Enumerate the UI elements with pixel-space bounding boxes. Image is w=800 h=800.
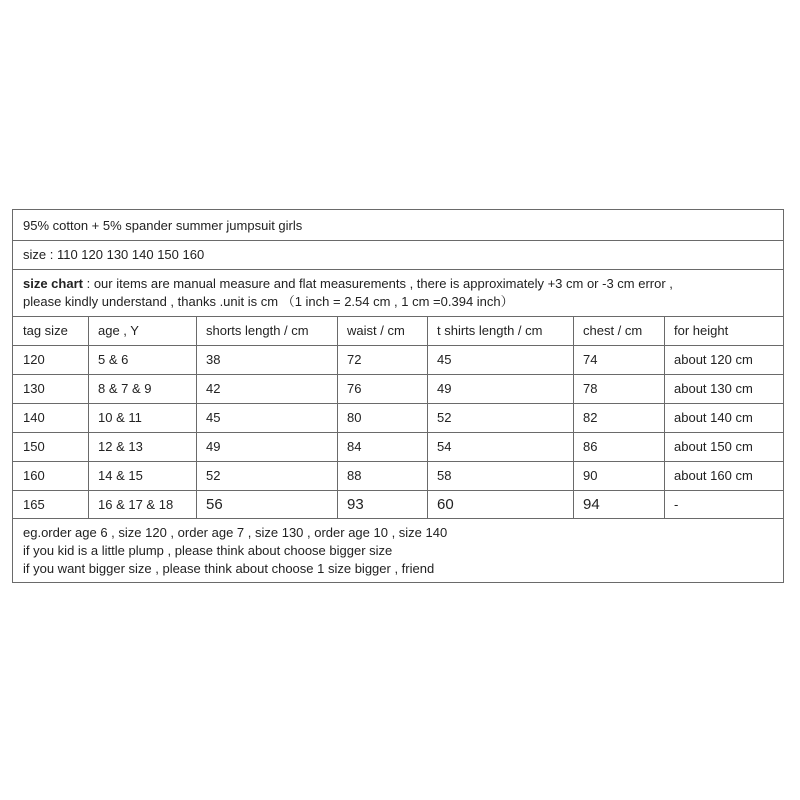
table-column-divider (664, 316, 665, 519)
table-cell: about 120 cm (674, 352, 753, 367)
table-cell: about 150 cm (674, 439, 753, 454)
table-cell: 94 (583, 496, 600, 513)
table-header-cell: chest / cm (583, 323, 643, 338)
table-cell: 49 (206, 439, 221, 454)
divider (13, 316, 783, 317)
table-cell: 8 & 7 & 9 (98, 381, 152, 396)
table-cell: 56 (206, 496, 223, 513)
note-line: eg.order age 6 , size 120 , order age 7 , size 130 , order age 10 , size 140 (23, 525, 448, 540)
table-cell: 38 (206, 352, 221, 367)
size-chart-sheet (12, 209, 784, 583)
table-cell: about 130 cm (674, 381, 753, 396)
divider (13, 518, 783, 519)
note-line: if you kid is a little plump , please think about choose bigger size (23, 543, 393, 558)
size-chart-note-line1 (23, 275, 673, 293)
table-cell: 88 (347, 468, 362, 483)
table-cell: 165 (23, 497, 45, 512)
table-row-divider (13, 432, 783, 433)
table-cell: 84 (347, 439, 362, 454)
table-header-cell: for height (674, 323, 729, 338)
table-cell: 78 (583, 381, 598, 396)
table-cell: 5 & 6 (98, 352, 129, 367)
table-cell: 90 (583, 468, 598, 483)
table-column-divider (337, 316, 338, 519)
table-header-cell: tag size (23, 323, 68, 338)
table-cell: 42 (206, 381, 221, 396)
table-header-cell: age , Y (98, 323, 139, 338)
table-column-divider (88, 316, 89, 519)
table-cell: 80 (347, 410, 362, 425)
table-header-cell: t shirts length / cm (437, 323, 543, 338)
table-column-divider (573, 316, 574, 519)
table-cell: 14 & 15 (98, 468, 143, 483)
table-header-cell: shorts length / cm (206, 323, 309, 338)
table-cell: 93 (347, 496, 364, 513)
table-cell: 160 (23, 468, 45, 483)
table-cell: 140 (23, 410, 45, 425)
table-cell: 54 (437, 439, 452, 454)
divider (13, 240, 783, 241)
table-column-divider (427, 316, 428, 519)
table-cell: 120 (23, 352, 45, 367)
table-cell: 76 (347, 381, 362, 396)
table-cell: 82 (583, 410, 598, 425)
available-sizes: size : 110 120 130 140 150 160 (23, 247, 205, 262)
table-cell: 52 (437, 410, 452, 425)
table-cell: about 140 cm (674, 410, 753, 425)
table-cell: 130 (23, 381, 45, 396)
table-cell: 72 (347, 352, 362, 367)
table-cell: 10 & 11 (98, 410, 142, 425)
table-cell: 86 (583, 439, 598, 454)
size-chart-label: size chart (23, 276, 83, 291)
table-row-divider (13, 403, 783, 404)
table-row-divider (13, 374, 783, 375)
table-cell: 58 (437, 468, 452, 483)
table-cell: 49 (437, 381, 452, 396)
table-cell: 74 (583, 352, 598, 367)
table-row-divider (13, 461, 783, 462)
note-line: if you want bigger size , please think about choose 1 size bigger , friend (23, 561, 435, 576)
table-row-divider (13, 345, 783, 346)
table-cell: about 160 cm (674, 468, 753, 483)
table-cell: 12 & 13 (98, 439, 143, 454)
size-chart-note-text: : our items are manual measure and flat measurements , there is approximately +3 cm or -3 cm error , (82, 276, 673, 291)
table-cell: 150 (23, 439, 45, 454)
table-cell: 16 & 17 & 18 (98, 497, 174, 512)
table-cell: 60 (437, 496, 454, 513)
table-cell: 45 (206, 410, 221, 425)
table-cell: - (674, 497, 679, 512)
table-cell: 52 (206, 468, 221, 483)
table-column-divider (196, 316, 197, 519)
table-row-divider (13, 490, 783, 491)
product-description: 95% cotton + 5% spander summer jumpsuit girls (23, 218, 303, 233)
size-chart-note-line2: please kindly understand , thanks .unit is cm （1 inch = 2.54 cm , 1 cm =0.394 inch） (23, 294, 514, 309)
divider (13, 269, 783, 270)
table-cell: 45 (437, 352, 452, 367)
table-header-cell: waist / cm (347, 323, 405, 338)
